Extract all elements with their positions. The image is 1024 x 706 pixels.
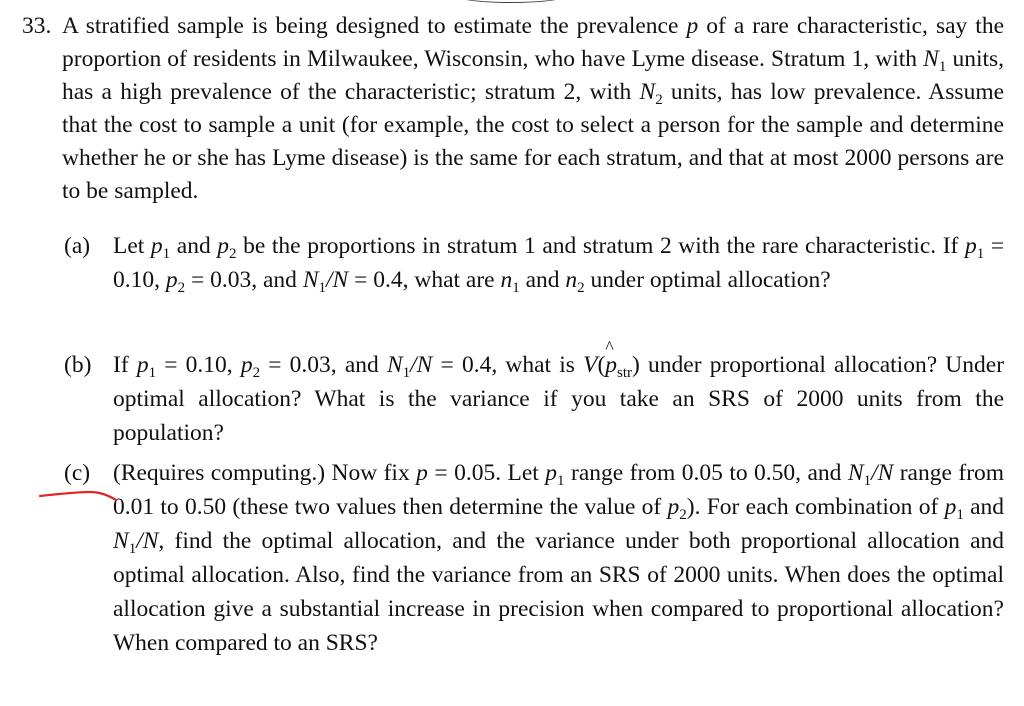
part-a [64,229,1004,297]
part-b-label: (b) [64,352,92,378]
cropped-bracket-top [455,0,567,3]
part-c-text: (Requires computing.) Now fix p = 0.05. Let $p_1$ range from 0.05 to 0.50, and $N_1/N$ range from 0.01 to 0.50 (these two values then determine the value of $p_2$). For each combination of $p_1$ and $N_1/N$, find the optimal allocation, and the variance under both proportional allocation and optimal allocation. Also, find the variance from an SRS of 2000 units. When does the optimal allocation give a substantial increase in precision when compared to proportional allocation? When compared to an SRS? [113,460,1005,656]
problem-33 [22,10,1004,208]
part-b [64,337,1005,450]
part-a-text: Let $p_1$ and $p_2$ be the proportions in stratum 1 and stratum 2 with the rare characteristic. If $p_1 = 0.10$, $p_2 = 0.03$, and $N_1/N = 0.4$, what are $n_1$ and $n_2$ under optimal allocation? [113,233,1005,296]
part-b-text: If $p_1 = 0.10$, $p_2 = 0.03$, and $N_1/N = 0.4$, what is V( ^ $p_{str}$) under proportional allocation? Under optimal allocation? What is the variance if you take an SRS of 2000 units from the population? [113,337,1005,446]
part-c [64,456,1004,660]
part-a-label: (a) [64,233,91,259]
part-c-label: (c) [64,460,91,486]
red-pen-mark [38,486,128,516]
problem-number: 33. [22,13,52,39]
problem-intro: A stratified sample is being designed to estimate the prevalence p of a rare characteristic, say the proportion of residents in Milwaukee, Wisconsin, who have Lyme disease. Stratum 1, with $N_1$ units, has a high prevalence of the characteristic; stratum 2, with $N_2$ units, has low prevalence. Assume that the cost to sample a unit (for example, the cost to select a person for the sample and determine whether he or she has Lyme disease) is the same for each stratum, and that at most 2000 persons are to be sampled. [62,13,1005,204]
